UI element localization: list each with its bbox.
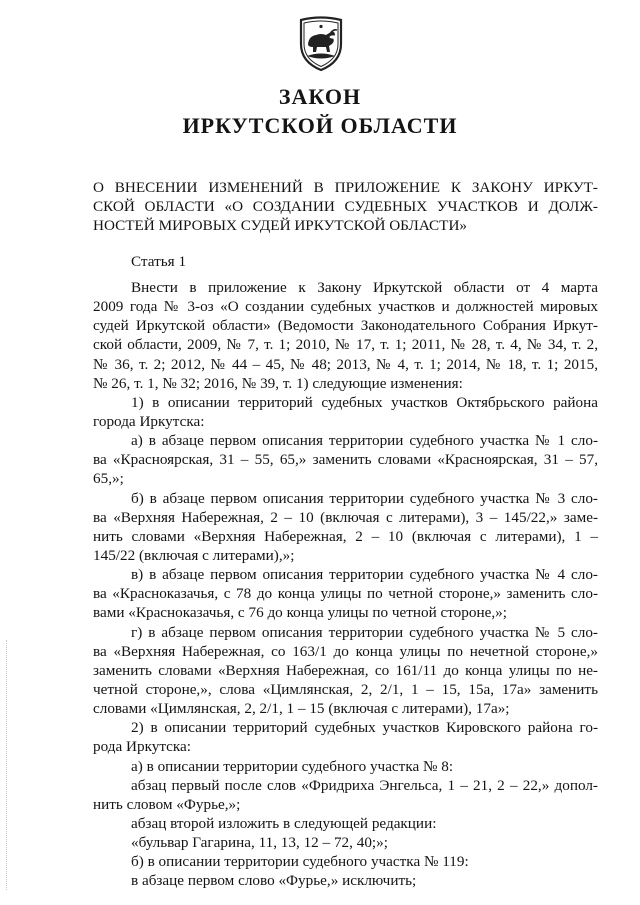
body-line: б) в описании территории судебного участка № 119: — [131, 853, 469, 871]
body-line: г) в абзаце первом описания территории судебного участка № 5 сло- — [131, 623, 598, 641]
body-line: ва «Верхняя Набережная, со 163/1 до конца улицы по нечетной стороне,» — [93, 642, 598, 660]
law-region-title: ИРКУТСКОЙ ОБЛАСТИ — [182, 113, 458, 138]
law-title: ЗАКОН — [278, 84, 362, 109]
body-line: четной стороне,», слова «Цимлянская, 2, 2/1, 1 – 15, 15а, 17а» заменить — [93, 680, 598, 698]
body-line: 1) в описании территорий судебных участков Октябрьского района — [131, 393, 598, 411]
body-line: нить словами «Верхняя Набережная, 2 – 10 (включая с литерами), 1 – — [93, 527, 598, 545]
body-line: нить словом «Фурье,»; — [93, 795, 241, 813]
body-line: рода Иркутска: — [93, 738, 192, 756]
body-line: ва «Красноярская, 31 – 55, 65,» заменить словами «Красноярская, 31 – 57, — [93, 451, 598, 469]
scan-margin-marks — [6, 640, 9, 890]
subject-line: СКОЙ ОБЛАСТИ «О СОЗДАНИИ СУДЕБНЫХ УЧАСТКОВ И ДОЛЖ- — [93, 198, 598, 216]
body-line: судей Иркутской области» (Ведомости Законодательного Собрания Иркут- — [93, 317, 598, 335]
body-line: а) в описании территории судебного участка № 8: — [131, 757, 454, 775]
body-line: ской области, 2009, № 7, т. 1; 2010, № 17, т. 1; 2011, № 28, т. 4, № 34, т. 2, — [93, 336, 598, 354]
body-line: заменить словами «Верхняя Набережная, со 161/11 до конца улицы по не- — [93, 661, 598, 679]
body-line: а) в абзаце первом описания территории судебного участка № 1 сло- — [131, 432, 598, 450]
subject-line: О ВНЕСЕНИИ ИЗМЕНЕНИЙ В ПРИЛОЖЕНИЕ К ЗАКОНУ ИРКУТ- — [93, 179, 598, 196]
body-line: ва «Красноказачья, с 78 до конца улицы по четной стороне,» заменить сло- — [93, 585, 598, 603]
body-line: вами «Красноказачья, с 76 до конца улицы по четной стороне,»; — [93, 604, 507, 622]
body-line: в) в абзаце первом описания территории судебного участка № 4 сло- — [131, 566, 598, 584]
body-line: б) в абзаце первом описания территории судебного участка № 3 сло- — [131, 489, 598, 507]
body-line: в абзаце первом слово «Фурье,» исключить; — [131, 872, 417, 890]
body-line: ва «Верхняя Набережная, 2 – 10 (включая с литерами), 3 – 145/22,» заме- — [93, 508, 598, 526]
body-line: города Иркутска: — [93, 412, 205, 430]
article-body — [93, 278, 598, 891]
body-line: словами «Цимлянская, 2, 2/1, 1 – 15 (включая с литерами), 17а»; — [93, 700, 510, 718]
body-line: «бульвар Гагарина, 11, 13, 12 – 72, 40;»; — [131, 834, 388, 852]
body-line: 2009 года № 3-оз «О создании судебных участков и должностей мировых — [93, 298, 598, 316]
subject-line: НОСТЕЙ МИРОВЫХ СУДЕЙ ИРКУТСКОЙ ОБЛАСТИ» — [93, 217, 468, 235]
body-line: № 26, т. 1, № 32; 2016, № 39, т. 1) следующие изменения: — [93, 374, 463, 392]
law-subject — [93, 178, 598, 235]
article-heading: Статья 1 — [131, 253, 187, 270]
body-line: Внести в приложение к Закону Иркутской области от 4 марта — [131, 279, 598, 296]
body-line: № 36, т. 2; 2012, № 44 – 45, № 48; 2013, № 4, т. 1; 2014, № 18, т. 1; 2015, — [93, 355, 598, 373]
body-line: 65,»; — [93, 470, 124, 488]
body-line: абзац второй изложить в следующей редакции: — [131, 814, 437, 832]
body-line: абзац первый после слов «Фридриха Энгельса, 1 – 21, 2 – 22,» допол- — [131, 776, 598, 794]
body-line: 145/22 (включая с литерами),»; — [93, 546, 295, 564]
coat-of-arms-icon — [297, 14, 345, 72]
body-line: 2) в описании территорий судебных участков Кировского района го- — [131, 719, 598, 737]
